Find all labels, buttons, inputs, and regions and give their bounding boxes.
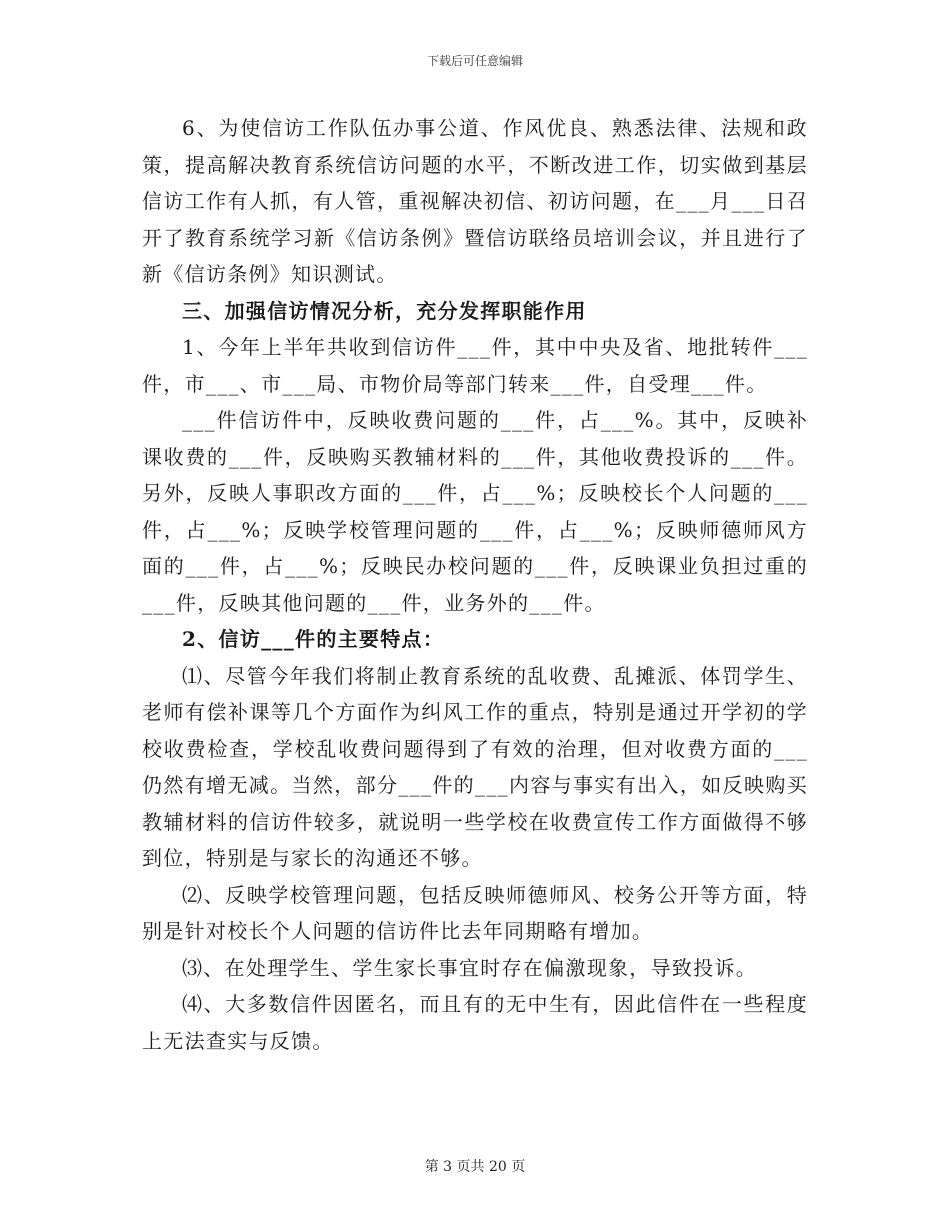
paragraph-feature-2: ⑵、反映学校管理问题，包括反映师德师风、校务公开等方面，特别是针对校长个人问题的信访件比去年同期略有增加。 bbox=[142, 882, 808, 943]
paragraph-1: 1、今年上半年共收到信访件___件，其中中央及省、地批转件___件，市___、市___局、市物价局等部门转来___件，自受理___件。 bbox=[142, 335, 808, 396]
paragraph-stats: ___件信访件中，反映收费问题的___件，占___%。其中，反映补课收费的___件，反映购买教辅材料的___件，其他收费投诉的___件。另外，反映人事职改方面的___件，占___%；反映校长个人问题的___件，占___%；反映学校管理问题的___件，占___%；反映师德师风方面的___件，占___%；反映民办校问题的___件，反映课业负担过重的___件，反映其他问题的___件，业务外的___件。 bbox=[142, 408, 808, 615]
page-header: 下载后可任意编辑 bbox=[426, 54, 523, 68]
document-body bbox=[142, 110, 808, 1059]
paragraph-feature-3: ⑶、在处理学生、学生家长事宜时存在偏激现象，导致投诉。 bbox=[182, 955, 758, 980]
page-footer: 第 3 页共 20 页 bbox=[424, 1159, 526, 1175]
paragraph-feature-1: ⑴、尽管今年我们将制止教育系统的乱收费、乱摊派、体罚学生、老师有偿补课等几个方面作为纠风工作的重点，特别是通过开学初的学校收费检查，学校乱收费问题得到了有效的治理，但对收费方面的___仍然有增无减。当然，部分___件的___内容与事实有出入，如反映购买教辅材料的信访件较多，就说明一些学校在收费宣传工作方面做得不够到位，特别是与家长的沟通还不够。 bbox=[142, 663, 808, 870]
paragraph-feature-4: ⑷、大多数信件因匿名，而且有的无中生有，因此信件在一些程度上无法查实与反馈。 bbox=[142, 992, 808, 1053]
paragraph-6: 6、为使信访工作队伍办事公道、作风优良、熟悉法律、法规和政策，提高解决教育系统信访问题的水平，不断改进工作，切实做到基层信访工作有人抓，有人管，重视解决初信、初访问题，在___月___日召开了教育系统学习新《信访条例》暨信访联络员培训会议，并且进行了新《信访条例》知识测试。 bbox=[142, 116, 808, 286]
subheading-features: 2、信访___件的主要特点： bbox=[182, 627, 445, 651]
section-heading-3: 三、加强信访情况分析，充分发挥职能作用 bbox=[182, 298, 587, 323]
